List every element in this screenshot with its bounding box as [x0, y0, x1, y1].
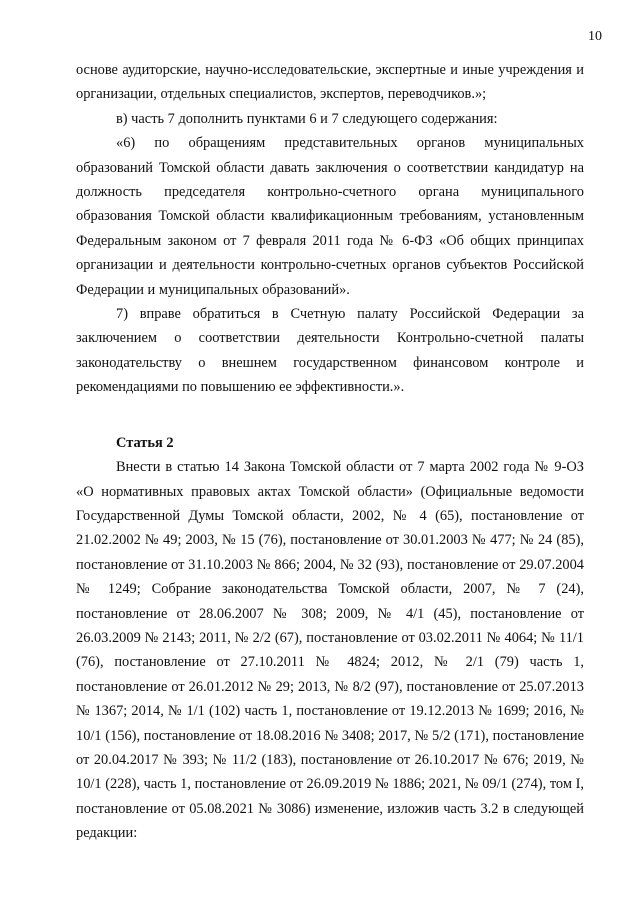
- document-body: [76, 58, 584, 846]
- paragraph-item-7: 7) вправе обратиться в Счетную палату Российской Федерации за заключением о соответствии деятельности Контрольно-счетной палаты законодательству о внешнем государственном финансовом контроле и рекомендациями по повышению ее эффективности.».: [76, 306, 584, 396]
- article-heading: Статья 2: [116, 434, 174, 451]
- paragraph-article-2: Внести в статью 14 Закона Томской области от 7 марта 2002 года № 9-ОЗ «О нормативных правовых актах Томской области» (Официальные ведомости Государственной Думы Томской области, 2002, № 4 (65), постановление от 21.02.2002 № 49; 2003, № 15 (76), постановление от 30.01.2003 № 477; № 24 (85), постановление от 31.10.2003 № 866; 2004, № 32 (93), постановление от 29.07.2004 № 1249; Собрание законодательства Томской области, 2007, № 7 (24), постановление от 28.06.2007 № 308; 2009, № 4/1 (45), постановление от 26.03.2009 № 2143; 2011, № 2/2 (67), постановление от 03.02.2011 № 4064; № 11/1 (76), постановление от 27.10.2011 № 4824; 2012, № 2/1 (79) часть 1, постановление от 26.01.2012 № 29; 2013, № 8/2 (97), постановление от 25.07.2013 № 1367; 2014, № 1/1 (102) часть 1, постановление от 19.12.2013 № 1699; 2016, № 10/1 (156), постановление от 18.08.2016 № 3408; 2017, № 5/2 (171), постановление от 20.04.2017 № 393; № 11/2 (183), постановление от 26.10.2017 № 676; 2019, № 10/1 (228), часть 1, постановление от 26.09.2019 № 1886; 2021, № 09/1 (274), том I, постановление от 05.08.2021 № 3086) изменение, изложив часть 3.2 в следующей редакции:: [76, 459, 584, 842]
- paragraph-item-6: «6) по обращениям представительных органов муниципальных образований Томской области давать заключения о соответствии кандидатур на должность председателя контрольно-счетного органа муниципального образования Томской области квалификационным требованиям, установленным Федеральным законом от 7 февраля 2011 года № 6-ФЗ «Об общих принципах организации и деятельности контрольно-счетных органов субъектов Российской Федерации и муниципальных образований».: [76, 135, 584, 298]
- paragraph-continuation: основе аудиторские, научно-исследовательские, экспертные и иные учреждения и организации, отдельных специалистов, экспертов, переводчиков.»;: [76, 62, 584, 103]
- page-number: 10: [588, 29, 602, 44]
- paragraph-amendment-c: в) часть 7 дополнить пунктами 6 и 7 следующего содержания:: [116, 110, 498, 127]
- section-gap: [76, 400, 584, 431]
